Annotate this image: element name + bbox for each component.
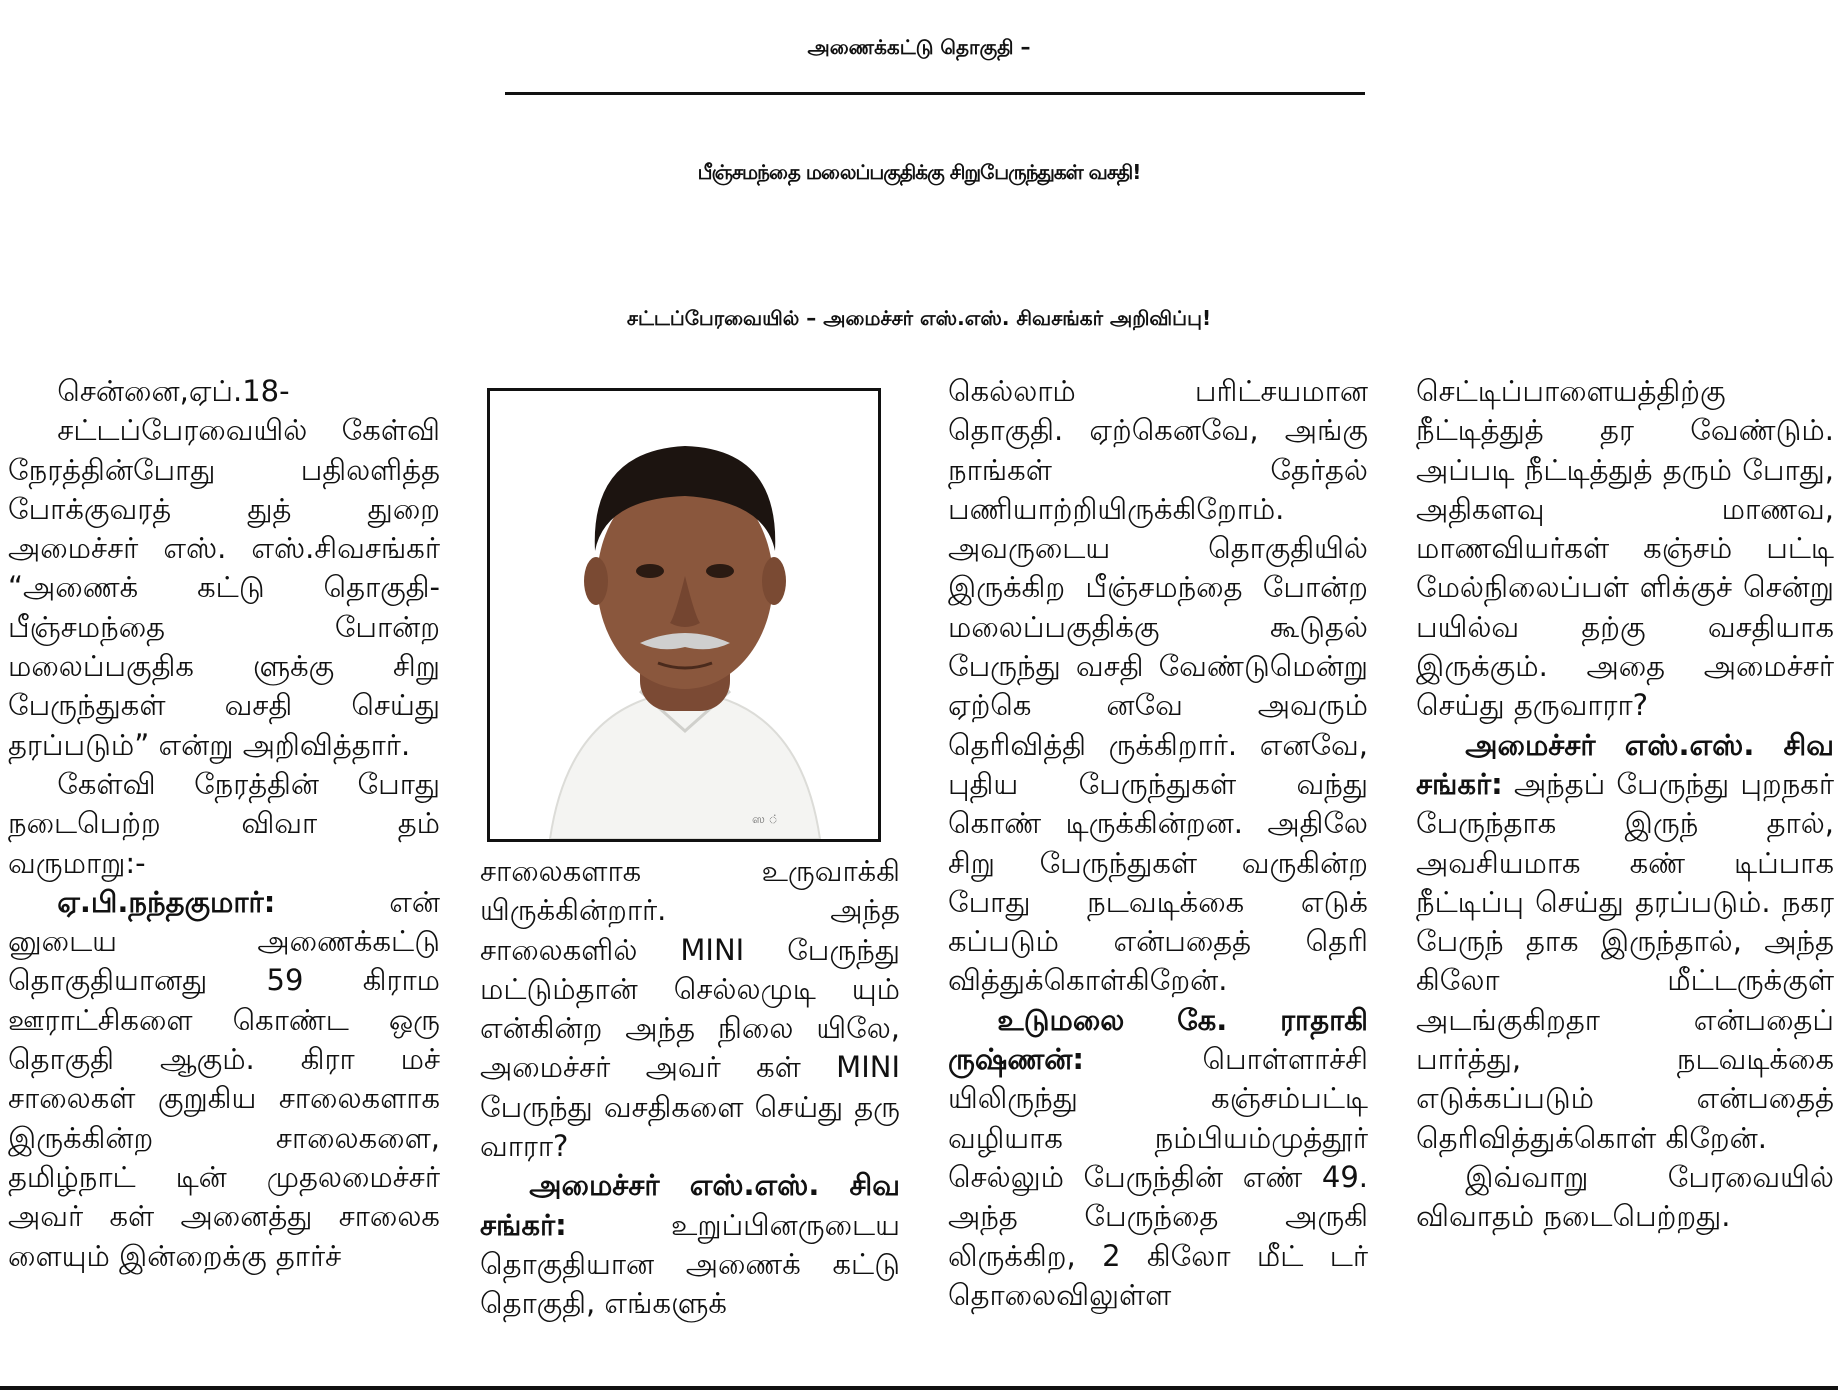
photo-mark: ஸ ் (752, 812, 780, 826)
speaker-name: ஏ.பி.நந்தகுமார்: (57, 884, 276, 919)
speech-paragraph-3 (948, 1001, 1368, 1315)
speech-paragraph-2 (480, 1166, 900, 1323)
speech-text: என் னுடைய அணைக்கட்டு தொகுதியானது 59 கிராம ஊராட்சிகளை கொண்ட ஒரு தொகுதி ஆகும். கிரா மச் சாலைகள் குறுகிய சாலைகளாக இருக்கின்ற சாலைகளை, தமிழ்நாட் டின் முதலமைச்சர் அவர் கள் அனைத்து சாலைக ளையும் இன்றைக்கு தார்ச் (8, 884, 440, 1273)
speech-text: பொள்ளாச்சி யிலிருந்து கஞ்சம்பட்டி வழியாக நம்பியம்முத்தூர் செல்லும் பேருந்தின் எண் 49. அந்த பேருந்தை அருகி லிருக்கிற, 2 கிலோ மீட் டர் தொலைவிலுள்ள (948, 1042, 1368, 1312)
bottom-divider (0, 1386, 1838, 1390)
article-column-2 (480, 852, 900, 1324)
speaker-name: அமைச்சர் எஸ்.எஸ். சிவ சங்கர்: (1416, 727, 1834, 801)
speaker-name: அமைச்சர் எஸ்.எஸ். சிவ சங்கர்: (480, 1168, 900, 1242)
speech-paragraph-4 (1416, 726, 1834, 1158)
intro-paragraph-2: கேள்வி நேரத்தின் போது நடைபெற்ற விவா தம் வருமாறு:- (8, 766, 440, 880)
speech-text: உறுப்பினருடைய தொகுதியான அணைக் கட்டு தொகுதி, எங்களுக் (480, 1207, 900, 1321)
kicker-underline (505, 92, 1365, 95)
portrait-photo (487, 388, 881, 842)
kicker-heading: அணைக்கட்டு தொகுதி – (807, 35, 1031, 59)
article-column-4 (1416, 372, 1834, 1237)
article-column-1 (8, 372, 440, 1276)
speech-continued: கெல்லாம் பரிட்சயமான தொகுதி. ஏற்கெனவே, அங்கு நாங்கள் தேர்தல் பணியாற்றியிருக்கிறோம். அவருடைய தொகுதியில் இருக்கிற பீஞ்சமந்தை போன்ற மலைப்பகுதிக்கு கூடுதல் பேருந்து வசதி வேண்டுமென்று ஏற்கெ னவே அவரும் தெரிவித்தி ருக்கிறார். எனவே, புதிய பேருந்துகள் வந்து கொண் டிருக்கின்றன. அதிலே சிறு பேருந்துகள் வருகின்ற போது நடவடிக்கை எடுக் கப்படும் என்பதைத் தெரி வித்துக்கொள்கிறேன். (948, 374, 1368, 998)
closing-paragraph: இவ்வாறு பேரவையில் விவாதம் நடைபெற்றது. (1416, 1159, 1834, 1234)
dateline: சென்னை,ஏப்.18- (57, 374, 290, 408)
sub-headline: சட்டப்பேரவையில் – அமைச்சர் எஸ்.எஸ். சிவசங்கர் அறிவிப்பு! (626, 306, 1212, 330)
speech-text: அந்தப் பேருந்து புறநகர் பேருந்தாக இருந் தால், அவசியமாக கண் டிப்பாக நீட்டிப்பு செய்து தரப்படும். நகர பேருந் தாக இருந்தால், அந்த கிலோ மீட்டருக்குள் அடங்குகிறதா என்பதைப் பார்த்து, நடவடிக்கை எடுக்கப்படும் என்பதைத் தெரிவித்துக்கொள் கிறேன். (1416, 766, 1835, 1155)
speech-continued: செட்டிப்பாளையத்திற்கு நீட்டித்துத் தர வேண்டும். அப்படி நீட்டித்துத் தரும் போது, அதிகளவு மாணவ, மாணவியர்கள் கஞ்சம் பட்டி மேல்நிலைப்பள் ளிக்குச் சென்று பயில்வ தற்கு வசதியாக இருக்கும். அதை அமைச்சர் செய்து தருவாரா? (1416, 374, 1834, 723)
article-column-3 (948, 372, 1368, 1315)
intro-paragraph: சட்டப்பேரவையில் கேள்வி நேரத்தின்போது பதிலளித்த போக்குவரத் துத் துறை அமைச்சர் எஸ். எஸ்.சிவசங்கர் “அணைக் கட்டு தொகுதி-பீஞ்சமந்தை போன்ற மலைப்பகுதிக ளுக்கு சிறு பேருந்துகள் வசதி செய்து தரப்படும்” என்று அறிவித்தார். (8, 413, 440, 762)
main-headline: பீஞ்சமந்தை மலைப்பகுதிக்கு சிறுபேருந்துகள் வசதி! (697, 160, 1141, 184)
speech-continued: சாலைகளாக உருவாக்கி யிருக்கின்றார். அந்த சாலைகளில் MINI பேருந்து மட்டும்தான் செல்லமுடி யும் என்கின்ற அந்த நிலை யிலே, அமைச்சர் அவர் கள் MINI பேருந்து வசதிகளை செய்து தரு வாரா? (480, 854, 900, 1164)
speech-paragraph-1 (8, 883, 440, 1276)
speaker-name: உடுமலை கே. ராதாகி ருஷ்ணன்: (948, 1002, 1368, 1077)
